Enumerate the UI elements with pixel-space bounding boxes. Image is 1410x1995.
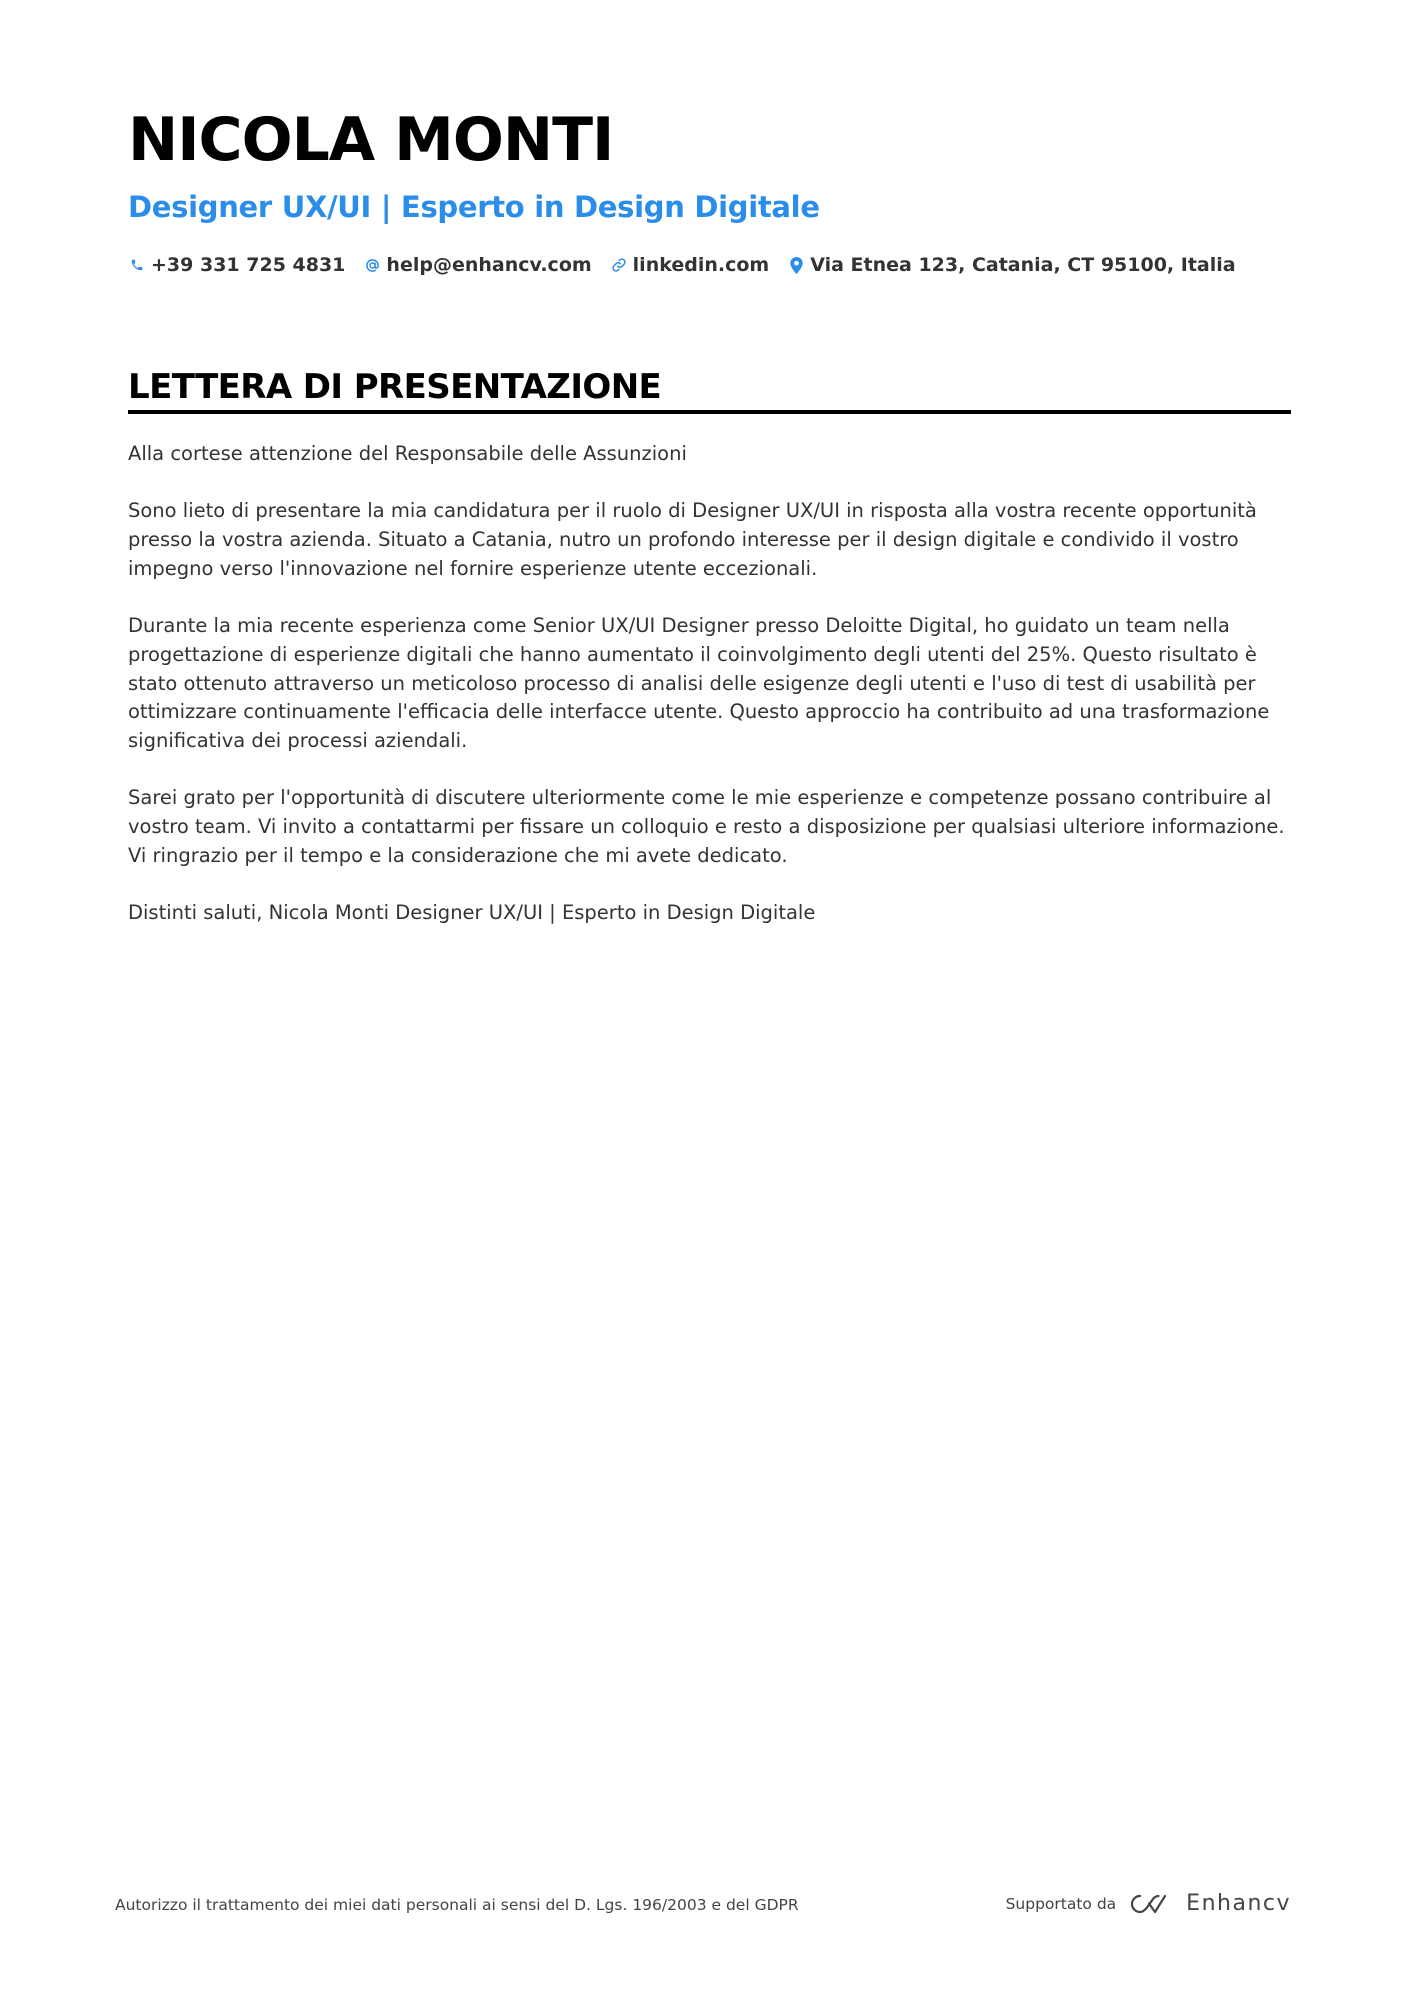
letter-paragraph: Sarei grato per l'opportunità di discutere ulteriormente come le mie esperienze e competenze possano contribuire al vostro team. Vi invito a contattarmi per fissare un colloquio e resto a disposizione per qualsiasi ulteriore informazione. Vi ringrazio per il tempo e la considerazione che mi avete dedicato.: [128, 786, 1285, 867]
email-text: help@enhancv.com: [386, 254, 592, 276]
contact-linkedin[interactable]: [610, 254, 770, 276]
letter-body: [128, 440, 1291, 957]
powered-by[interactable]: [1006, 1891, 1291, 1916]
candidate-title: Designer UX/UI | Esperto in Design Digitale: [128, 190, 820, 224]
letter-closing: Distinti saluti, Nicola Monti Designer UX/UI | Esperto in Design Digitale: [128, 901, 816, 925]
enhancv-logo-icon: [1128, 1892, 1174, 1916]
phone-icon: [128, 255, 146, 275]
location-pin-icon: [787, 255, 805, 275]
letter-paragraph: Sono lieto di presentare la mia candidatura per il ruolo di Designer UX/UI in risposta alla vostra recente opportunità presso la vostra azienda. Situato a Catania, nutro un profondo interesse per il design digitale e condivido il vostro impegno verso l'innovazione nel fornire esperienze utente eccezionali.: [128, 499, 1257, 580]
link-icon: [610, 255, 628, 275]
contact-bar: [128, 254, 1254, 276]
contact-phone[interactable]: [128, 254, 345, 276]
section-divider: [128, 410, 1291, 414]
at-icon: [363, 255, 381, 275]
letter-paragraph: Durante la mia recente esperienza come Senior UX/UI Designer presso Deloitte Digital, ho guidato un team nella progettazione di esperienze digitali che hanno aumentato il coinvolgimento degli utenti del 25%. Questo risultato è stato ottenuto attraverso un meticoloso processo di analisi delle esigenze degli utenti e l'uso di test di usabilità per ottimizzare continuamente l'efficacia delle interfacce utente. Questo approccio ha contribuito ad una trasformazione significativa dei processi aziendali.: [128, 614, 1270, 752]
enhancv-brand: Enhancv: [1186, 1891, 1291, 1916]
privacy-consent-note: Autorizzo il trattamento dei miei dati personali ai sensi del D. Lgs. 196/2003 e del GDPR: [115, 1896, 799, 1914]
powered-by-label: Supportato da: [1005, 1894, 1117, 1913]
letter-salutation: Alla cortese attenzione del Responsabile delle Assunzioni: [128, 442, 687, 465]
contact-address: [787, 254, 1235, 276]
contact-email[interactable]: [363, 254, 591, 276]
section-title: LETTERA DI PRESENTAZIONE: [128, 367, 662, 407]
linkedin-text: linkedin.com: [632, 254, 770, 276]
phone-text: +39 331 725 4831: [151, 254, 346, 276]
address-text: Via Etnea 123, Catania, CT 95100, Italia: [810, 254, 1236, 276]
candidate-name: NICOLA MONTI: [128, 105, 614, 175]
